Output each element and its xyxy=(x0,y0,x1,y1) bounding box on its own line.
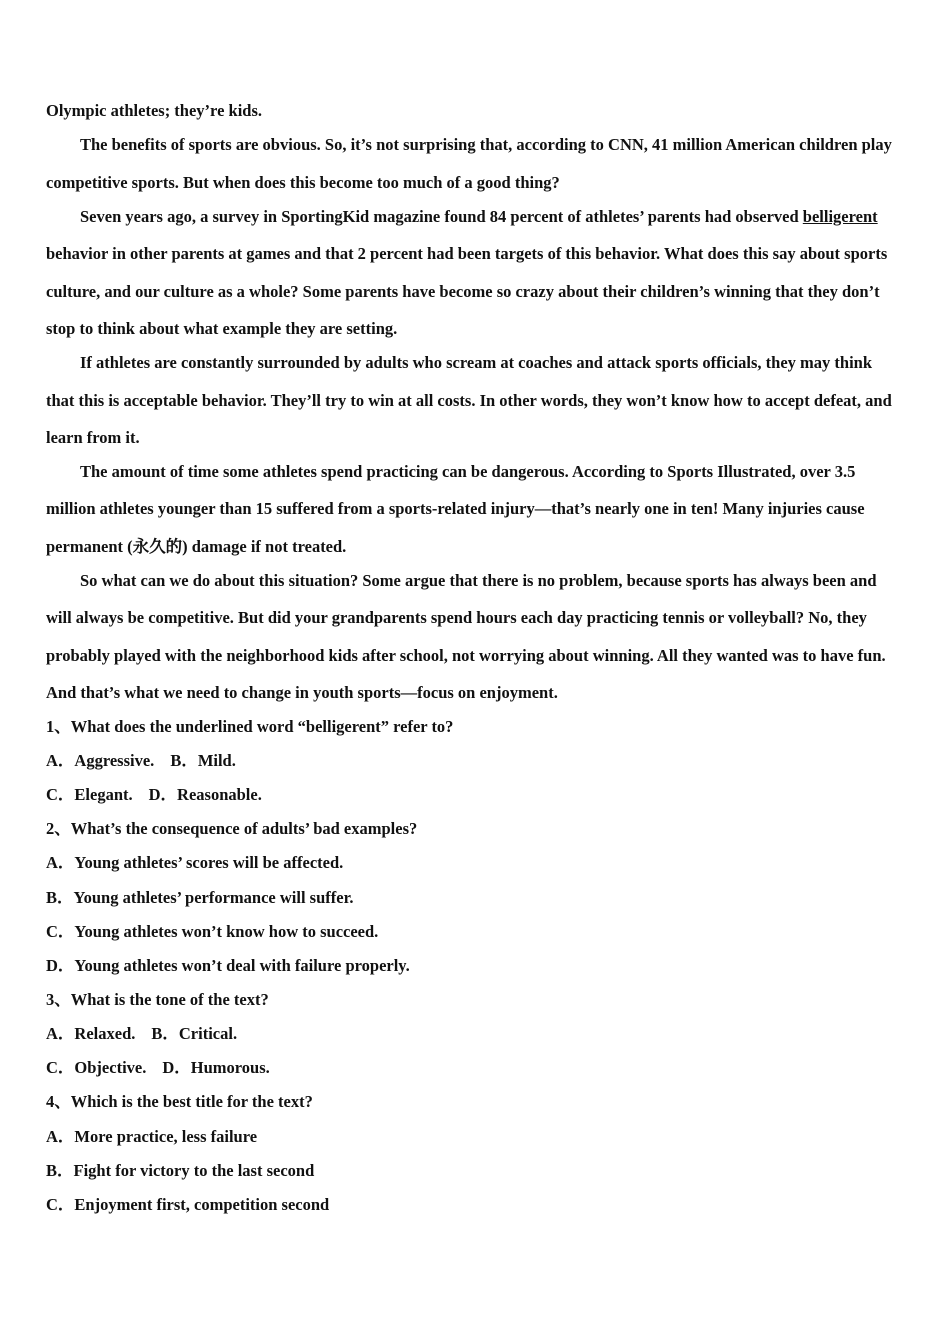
option-b[interactable]: B．Critical. xyxy=(151,1024,238,1043)
option-a[interactable]: A．Aggressive. xyxy=(46,751,155,770)
passage-line: learn from it. xyxy=(46,428,140,447)
passage-line: probably played with the neighborhood kids after school, not worrying about winning. All they wanted was to have fun. xyxy=(46,646,886,665)
passage-line: competitive sports. But when does this become too much of a good thing? xyxy=(46,173,560,192)
option-row xyxy=(46,1058,270,1078)
passage-line: The amount of time some athletes spend practicing can be dangerous. According to Sports Illustrated, over 3.5 xyxy=(80,462,856,481)
passage-line: Olympic athletes; they’re kids. xyxy=(46,101,263,120)
option-c[interactable]: C．Enjoyment first, competition second xyxy=(46,1195,330,1214)
question-stem: 1、What does the underlined word “belligerent” refer to? xyxy=(46,717,454,736)
option-a[interactable]: A．Relaxed. xyxy=(46,1024,136,1043)
option-d[interactable]: D．Humorous. xyxy=(162,1058,270,1077)
passage-line: behavior in other parents at games and that 2 percent had been targets of this behavior. What does this say about sports xyxy=(46,244,888,263)
passage-line: that this is acceptable behavior. They’ll try to win at all costs. In other words, they won’t know how to accept defeat, and xyxy=(46,391,892,410)
passage-text: Seven years ago, a survey in SportingKid magazine found 84 percent of athletes’ parents had observed xyxy=(80,207,803,226)
underlined-word: belligerent xyxy=(802,207,878,226)
option-b[interactable]: B．Mild. xyxy=(170,751,236,770)
passage-line: million athletes younger than 15 suffered from a sports-related injury—that’s nearly one in ten! Many injuries cause xyxy=(46,499,865,518)
passage-line: And that’s what we need to change in youth sports—focus on enjoyment. xyxy=(46,683,558,702)
option-row xyxy=(46,751,236,771)
option-row xyxy=(46,1024,237,1044)
passage-line xyxy=(80,207,878,227)
option-b[interactable]: B．Young athletes’ performance will suffer. xyxy=(46,888,354,907)
passage-line: If athletes are constantly surrounded by adults who scream at coaches and attack sports officials, they may think xyxy=(80,353,873,372)
option-a[interactable]: A．More practice, less failure xyxy=(46,1127,258,1146)
passage-line: culture, and our culture as a whole? Some parents have become so crazy about their children’s winning that they don’t xyxy=(46,282,880,301)
option-b[interactable]: B．Fight for victory to the last second xyxy=(46,1161,315,1180)
passage-line: The benefits of sports are obvious. So, it’s not surprising that, according to CNN, 41 million American children play xyxy=(80,135,892,154)
option-c[interactable]: C．Young athletes won’t know how to succeed. xyxy=(46,922,379,941)
passage-line: So what can we do about this situation? Some argue that there is no problem, because sports has always been and xyxy=(80,571,877,590)
passage-line: stop to think about what example they are setting. xyxy=(46,319,398,338)
option-a[interactable]: A．Young athletes’ scores will be affected. xyxy=(46,853,344,872)
option-d[interactable]: D．Young athletes won’t deal with failure properly. xyxy=(46,956,410,975)
question-stem: 4、Which is the best title for the text? xyxy=(46,1092,313,1111)
option-d[interactable]: D．Reasonable. xyxy=(148,785,262,804)
question-stem: 2、What’s the consequence of adults’ bad examples? xyxy=(46,819,418,838)
option-c[interactable]: C．Elegant. xyxy=(46,785,133,804)
option-row xyxy=(46,785,262,805)
passage-line: will always be competitive. But did your grandparents spend hours each day practicing tennis or volleyball? No, they xyxy=(46,608,867,627)
option-c[interactable]: C．Objective. xyxy=(46,1058,147,1077)
passage-line: permanent (永久的) damage if not treated. xyxy=(46,537,347,556)
question-stem: 3、What is the tone of the text? xyxy=(46,990,269,1009)
